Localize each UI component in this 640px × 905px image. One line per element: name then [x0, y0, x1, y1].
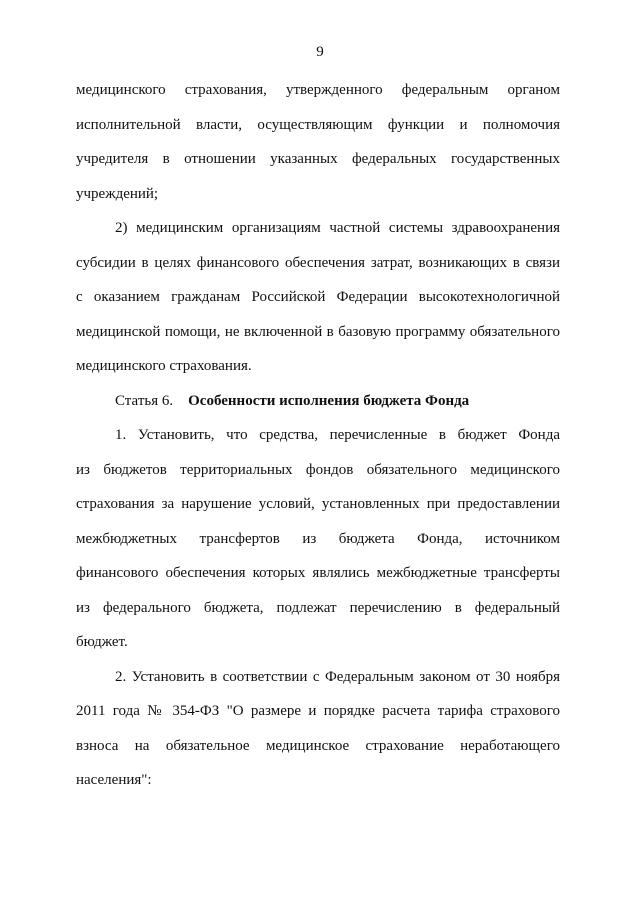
text-line: 2011 года № 354-ФЗ "О размере и порядке расчета тарифа страхового [76, 703, 560, 719]
article-label: Статья 6. [115, 392, 174, 409]
text-line: 1. Установить, что средства, перечисленные в бюджет Фонда [115, 427, 560, 443]
text-line: финансового обеспечения которых являлись межбюджетные трансферты [76, 565, 560, 581]
text-line: медицинской помощи, не включенной в базовую программу обязательного [76, 323, 560, 340]
article-heading [76, 391, 560, 426]
text-line: взноса на обязательное медицинское страхование неработающего [76, 737, 560, 754]
text-line: медицинского страхования. [76, 358, 252, 374]
document-body [76, 80, 560, 805]
text-line: субсидии в целях финансового обеспечения затрат, возникающих в связи [76, 254, 560, 271]
text-line: межбюджетных трансфертов из бюджета Фонда, источником [76, 530, 560, 547]
text-line: учреждений; [76, 185, 159, 202]
text-line: бюджет. [76, 634, 128, 650]
text-line: 2. Установить в соответствии с Федеральным законом от 30 ноября [115, 668, 560, 685]
text-line: медицинского страхования, утвержденного федеральным органом [76, 82, 560, 98]
text-line: с оказанием гражданам Российской Федерации высокотехнологичной [76, 289, 560, 305]
text-line: из бюджетов территориальных фондов обязательного медицинского [76, 461, 560, 478]
text-line: населения": [76, 772, 152, 788]
text-line: из федерального бюджета, подлежат перечислению в федеральный [76, 599, 560, 616]
article-title: Особенности исполнения бюджета Фонда [188, 392, 470, 409]
text-line: исполнительной власти, осуществляющим функции и полномочия [76, 116, 560, 133]
page-number: 9 [316, 44, 324, 60]
text-line: страхования за нарушение условий, установленных при предоставлении [76, 496, 560, 512]
text-line: 2) медицинским организациям частной системы здравоохранения [115, 220, 560, 236]
text-line: учредителя в отношении указанных федеральных государственных [76, 151, 560, 167]
